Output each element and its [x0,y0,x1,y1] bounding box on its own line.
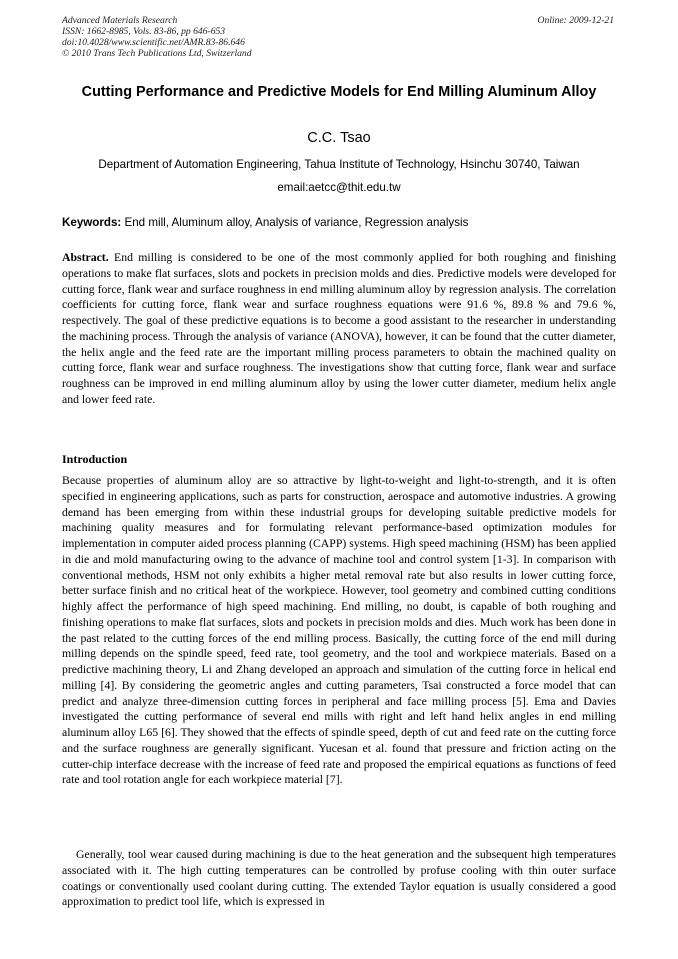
doi-line: doi:10.4028/www.scientific.net/AMR.83-86.646 [62,37,245,48]
abstract-label: Abstract. [62,251,109,264]
journal-name: Advanced Materials Research [62,15,178,26]
online-date: Online: 2009-12-21 [537,15,614,26]
abstract-paragraph [62,250,616,408]
keywords-text: End mill, Aluminum alloy, Analysis of variance, Regression analysis [121,216,469,229]
copyright-line: © 2010 Trans Tech Publications Ltd, Switzerland [62,48,252,59]
paper-title: Cutting Performance and Predictive Models for End Milling Aluminum Alloy [81,84,597,100]
author-name: C.C. Tsao [307,130,371,146]
issn-line: ISSN: 1662-8985, Vols. 83-86, pp 646-653 [62,26,226,37]
abstract-text: End milling is considered to be one of the most commonly applied for both roughing and finishing operations to make flat surfaces, slots and pockets in precision molds and dies. Predictive models were developed for cutting force, flank wear and surface roughness in end milling aluminum alloy by regression analysis. The correlation coefficients for cutting force, flank wear and surface roughness equations were 91.6 %, 89.8 % and 79.6 %, respectively. The goal of these predictive equations is to become a good assistant to the researcher in understanding the machining process. Through the analysis of variance (ANOVA), however, it can be found that the cutter diameter, the helix angle and the feed rate are the important milling process parameters to obtain the machined quality on cutting force, flank wear and surface roughness. The investigations show that cutting force, flank wear and surface roughness can be improved in end milling aluminum alloy by using the lower cutter diameter, medium helix angle and lower feed rate. [62,251,616,406]
section-heading-introduction: Introduction [62,452,128,466]
author-affiliation: Department of Automation Engineering, Tahua Institute of Technology, Hsinchu 30740, Taiwan [98,158,580,171]
journal-header [62,15,252,59]
keywords-line [62,216,616,229]
keywords-label: Keywords: [62,216,122,229]
introduction-paragraph-1: Because properties of aluminum alloy are so attractive by light-to-weight and light-to-strength, and it is often specified in engineering applications, such as parts for construction, aerospace and automotive industries. A growing demand has been emerging from within these industrial groups for developing suitable predictive models for machining quality measures and for formulating relevant performance-based optimization modules for implementation in computer aided process planning (CAPP) systems. High speed machining (HSM) has been applied in die and mold manufacturing owing to the advance of machine tool and control system [1-3]. In comparison with conventional methods, HSM not only exhibits a higher metal removal rate but also results in lower cutting force, better surface finish and no critical heat of the workpiece. However, tool geometry and combined cutting conditions highly affect the performance of high speed machining. End milling, no doubt, is capable of both roughing and finishing operations to make flat surfaces, slots and pockets in precision molds and dies. Much work has been done in the past related to the cutting forces of the end milling process. Basically, the cutting force of the end mill during milling depends on the spindle speed, feed rate, tool geometry, and the tool and workpiece materials. Based on a predictive machining theory, Li and Zhang developed an approach and simulation of the cutting force in helical end milling [4]. By considering the geometric angles and cutting parameters, Tsai constructed a force model that can predict and analyze three-dimension cutting forces in peripheral and face milling process [5]. Ema and Davies investigated the cutting performance of several end mills with right and left hand helix angles in end milling aluminum alloy L65 [6]. They showed that the effects of spindle speed, depth of cut and feed rate on the cutting force and the surface roughness are generally significant. Yucesan et al. found that pressure and friction acting on the cutter-chip interface decrease with the increase of feed rate and proposed the empirical equations as functions of feed rate and tool rotation angle for each workpiece material [7]. [62,474,616,787]
author-email: email:aetcc@thit.edu.tw [277,181,401,194]
introduction-paragraph-2: Generally, tool wear caused during machining is due to the heat generation and the subsequent high temperatures associated with it. The high cutting temperatures can be controlled by profuse cooling with thin outer surface coatings or conventionally used coolant during cutting. The extended Taylor equation is usually considered a good approximation to predict tool life, which is expressed in [62,848,616,909]
